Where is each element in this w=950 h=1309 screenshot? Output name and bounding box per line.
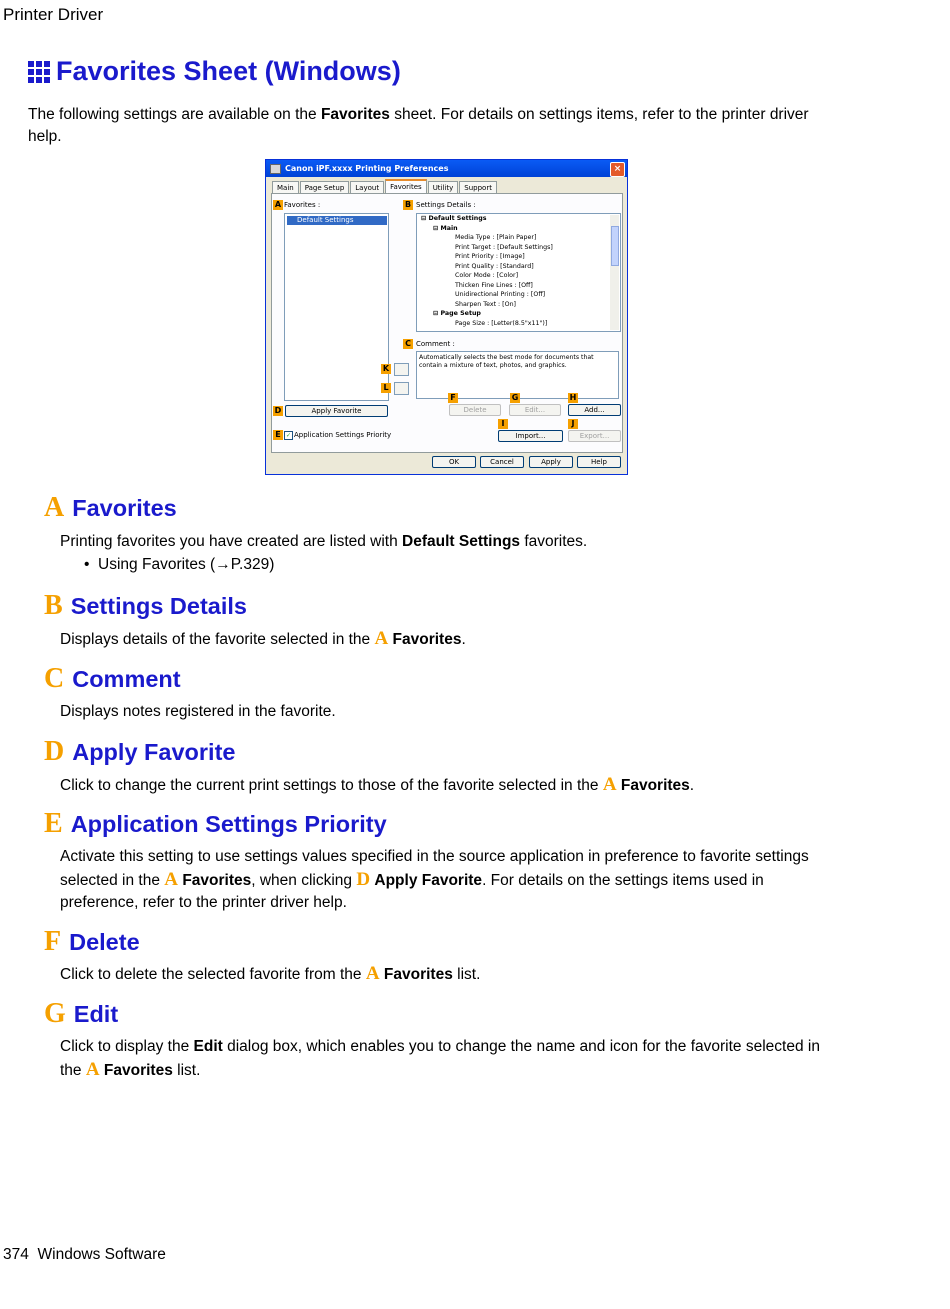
tree-node: Color Mode : [Color] [455,272,519,279]
marker-a: A [274,200,282,209]
section-b-ref-bold: Favorites [392,631,462,648]
tree-scrollbar-thumb[interactable] [611,226,619,266]
section-e-text-2: , when clicking [251,871,357,889]
tab-utility[interactable]: Utility [428,181,459,194]
section-c-heading [44,663,181,695]
app-settings-priority-checkbox[interactable]: ✓ [285,432,292,439]
printer-icon [270,164,281,174]
section-f-ref-letter: A [365,963,380,984]
cancel-button[interactable]: Cancel [480,456,524,468]
section-g-ref-bold: Favorites [103,1061,173,1079]
marker-g: G [511,393,519,402]
tree-node: ⊟ Default Settings [421,215,487,222]
section-g-text [60,1036,840,1082]
footer-section: Windows Software [37,1246,166,1263]
tree-node: Media Type : [Plain Paper] [455,234,537,241]
marker-i: I [498,419,508,429]
page-title-text: Favorites Sheet (Windows) [56,56,401,86]
favorite-item-label: Default Settings [297,216,354,224]
section-e-title: Application Settings Priority [70,811,387,837]
section-g-title: Edit [73,1001,119,1027]
comment-label: Comment : [416,340,455,348]
section-a-letter: A [44,492,65,523]
section-a-heading [44,492,177,524]
section-f-text-after: list. [452,966,481,983]
tree-node: ⊟ Main [433,224,458,232]
section-d-text-after: . [689,777,695,794]
help-button[interactable]: Help [577,456,621,468]
tab-favorites[interactable]: Favorites [385,179,427,195]
section-a-text-bold: Default Settings [402,533,521,550]
tab-layout[interactable]: Layout [350,181,384,194]
section-f-ref-bold: Favorites [383,966,453,983]
section-e-ref-letter-1: A [164,868,178,890]
comment-box[interactable]: Automatically selects the best mode for documents that contain a mixture of text, photos, and graphics. [416,351,619,399]
section-e-ref-letter-2: D [356,868,371,890]
section-f-text-before: Click to delete the selected favorite from the [60,966,366,983]
intro-bold: Favorites [320,106,390,123]
section-a-bullet: • Using Favorites (→P.329) [84,556,275,573]
edit-button[interactable]: Edit... [509,404,561,416]
marker-c: C [403,339,413,349]
section-b-letter: B [44,590,63,621]
section-d-text [60,774,840,798]
marker-e: E [273,430,283,440]
intro-paragraph [28,104,828,148]
section-f-text [60,963,840,987]
section-b-text [60,628,840,652]
close-icon[interactable]: × [610,162,625,177]
section-g-text-before: Click to display the [60,1038,194,1055]
favorites-list[interactable] [284,213,389,401]
section-a-text-after: favorites. [520,533,588,550]
section-c-title: Comment [72,666,181,692]
tree-node: Sharpen Text : [On] [455,300,517,308]
section-f-title: Delete [69,929,140,955]
section-a-title: Favorites [72,495,177,521]
intro-before: The following settings are available on the [28,106,321,123]
ok-button[interactable]: OK [432,456,476,468]
delete-button[interactable]: Delete [449,404,501,416]
section-g-text-after: list. [172,1061,201,1079]
apply-favorite-button[interactable]: Apply Favorite [285,405,388,417]
section-c-text: Displays notes registered in the favorite. [60,703,336,720]
section-c-letter: C [44,663,65,694]
marker-f: F [448,393,458,403]
dialog-titlebar [266,160,627,177]
tree-node: ⊟ Page Setup [433,310,481,317]
section-e-text-3: . For details on the settings items used in preference, refer to the printer driver help. [60,871,764,911]
using-favorites-link[interactable]: Using Favorites (→P.329) [98,556,275,573]
move-up-icon[interactable] [394,363,409,376]
section-b-heading [44,590,247,622]
marker-b: B [404,200,412,209]
tab-support[interactable]: Support [459,181,497,194]
add-button[interactable]: Add... [568,404,621,416]
favorites-label: Favorites : [284,201,321,209]
section-g-text-mid: dialog box, which enables you to change the name and icon for the favorite selected in the [60,1038,820,1079]
running-head: Printer Driver [3,5,104,24]
printing-preferences-dialog [265,159,628,475]
section-e-ref-bold-2: Apply Favorite [374,871,483,889]
section-a-text [60,531,840,554]
section-e-letter: E [44,808,63,839]
tree-node: Unidirectional Printing : [Off] [455,291,546,298]
page-title [28,56,401,87]
section-b-text-before: Displays details of the favorite selected in the [60,631,375,648]
marker-l: L [381,383,391,393]
marker-d: D [274,406,282,415]
marker-h: H [569,393,577,402]
section-a-text-before: Printing favorites you have created are listed with [60,533,403,550]
favorites-panel [271,193,623,453]
intro-after: sheet. For details on settings items, refer to the printer driver help. [28,106,809,145]
section-b-text-after: . [461,631,466,648]
tab-page-setup[interactable]: Page Setup [300,181,350,194]
export-button[interactable]: Export... [568,430,621,442]
import-button[interactable]: Import... [498,430,563,442]
section-e-heading [44,808,387,840]
section-d-ref-letter: A [602,774,617,795]
section-g-letter: G [44,998,66,1029]
section-b-title: Settings Details [70,593,247,619]
section-b-ref-letter: A [374,628,389,649]
section-d-text-before: Click to change the current print settings to those of the favorite selected in the [60,777,603,794]
section-g-ref-letter: A [85,1058,100,1080]
tree-node: Print Target : [Default Settings] [455,243,553,251]
section-e-text-1: Activate this setting to use settings values specified in the source application in preference to favorite settings selected in the [60,848,809,889]
section-f-letter: F [44,926,62,957]
settings-details-tree[interactable] [416,213,621,332]
page-number: 374 [3,1246,29,1263]
section-g-bold-1: Edit [193,1038,223,1055]
tab-main[interactable]: Main [272,181,299,194]
favorites-list-item[interactable] [287,216,387,225]
settings-details-label: Settings Details : [416,201,476,209]
app-settings-priority-label: Application Settings Priority [294,431,392,439]
dialog-title: Canon iPF.xxxx Printing Preferences [285,164,449,173]
marker-j: J [568,419,578,429]
grid-icon [28,61,50,83]
tree-node: Page Size : [Letter(8.5"x11")] [455,319,548,327]
apply-button[interactable]: Apply [529,456,573,468]
section-d-title: Apply Favorite [72,739,236,765]
move-down-icon[interactable] [394,382,409,395]
marker-k: K [382,364,390,373]
page-footer [3,1246,166,1264]
section-e-ref-bold-1: Favorites [182,871,252,889]
section-f-heading [44,926,140,958]
section-d-ref-bold: Favorites [620,777,690,794]
section-d-letter: D [44,736,65,767]
section-g-heading [44,998,118,1030]
tree-node: Thicken Fine Lines : [Off] [455,281,533,289]
tree-node: Print Priority : [Image] [455,253,525,260]
section-e-text [60,846,840,915]
tree-node: Print Quality : [Standard] [455,262,534,270]
section-d-heading [44,736,235,768]
